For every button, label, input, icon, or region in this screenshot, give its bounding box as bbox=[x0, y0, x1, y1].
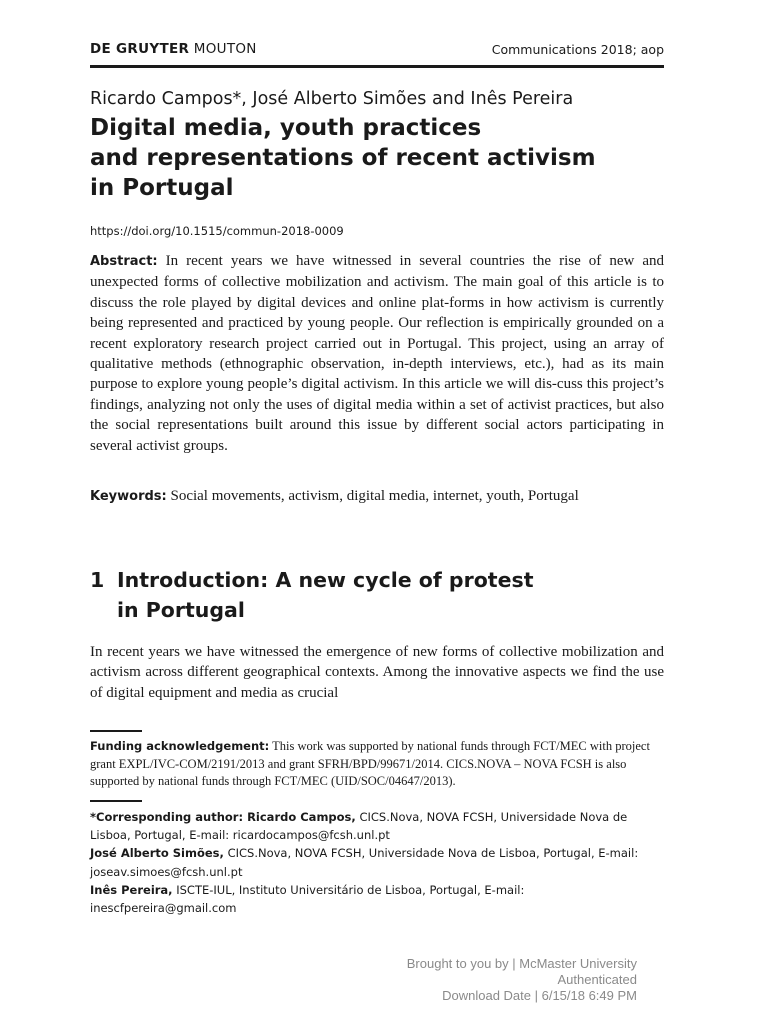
funding-text: This work was supported by national funds through FCT/MEC with project grant EXPL/IVC-COM/2191/2013 and grant SFRH/BPD/99671/2014. CICS.NOVA – NOVA FCSH is also supported by national funds through FCT/MEC (UID/SOC/04647/2013). bbox=[90, 739, 650, 788]
section-title-line2: in Portugal bbox=[117, 598, 245, 622]
correspondence-label: Inês Pereira, bbox=[90, 882, 173, 897]
keywords-text: Social movements, activism, digital media, internet, youth, Portugal bbox=[170, 488, 579, 504]
watermark-line: Authenticated bbox=[557, 972, 637, 987]
correspondence-text: ISCTE-IUL, Instituto Universitário de Lisboa, Portugal, E-mail: inescfpereira@gmail.com bbox=[90, 882, 525, 916]
article-title bbox=[90, 113, 664, 203]
correspondence-entry bbox=[90, 844, 664, 880]
doi-link[interactable]: https://doi.org/10.1515/commun-2018-0009 bbox=[90, 224, 344, 238]
publisher-brand-light: MOUTON bbox=[193, 41, 257, 57]
intro-paragraph: In recent years we have witnessed the emergence of new forms of collective mobilization and activism across different geographical contexts. Among the innovative aspects we find the use of digital equipment and media as crucial bbox=[90, 644, 664, 701]
funding-label: Funding acknowledgement: bbox=[90, 739, 270, 753]
correspondence-label: José Alberto Simões, bbox=[90, 846, 224, 861]
download-watermark bbox=[407, 956, 637, 1004]
title-line: Digital media, youth practices bbox=[90, 115, 482, 141]
title-line: and representations of recent activism bbox=[90, 145, 596, 171]
funding-note bbox=[90, 738, 664, 791]
journal-citation: Communications 2018; aop bbox=[491, 42, 664, 57]
correspondence-entry bbox=[90, 808, 664, 844]
footnote-rule bbox=[90, 800, 142, 802]
section-title-line1: Introduction: A new cycle of protest bbox=[117, 568, 534, 592]
title-line: in Portugal bbox=[90, 175, 234, 201]
section-heading bbox=[90, 565, 534, 625]
publisher-brand-bold: DE GRUYTER bbox=[90, 41, 190, 57]
correspondence-notes bbox=[90, 808, 664, 917]
authors-line: Ricardo Campos*, José Alberto Simões and Inês Pereira bbox=[90, 89, 574, 109]
keywords bbox=[90, 486, 690, 507]
abstract bbox=[90, 251, 664, 456]
keywords-label: Keywords: bbox=[90, 489, 167, 504]
watermark-line: Download Date | 6/15/18 6:49 PM bbox=[442, 988, 637, 1003]
publisher-brand bbox=[90, 41, 257, 57]
correspondence-entry bbox=[90, 881, 664, 917]
correspondence-text: CICS.Nova, NOVA FCSH, Universidade Nova de Lisboa, Portugal, E-mail: ricardocampos@fcsh.unl.pt bbox=[90, 810, 628, 843]
watermark-line: Brought to you by | McMaster University bbox=[406, 956, 637, 971]
header-rule bbox=[90, 65, 664, 68]
section-number: 1 bbox=[90, 568, 105, 592]
correspondence-text: CICS.Nova, NOVA FCSH, Universidade Nova de Lisboa, Portugal, E-mail: joseav.simoes@fcsh.unl.pt bbox=[90, 846, 639, 879]
abstract-label: Abstract: bbox=[90, 254, 158, 269]
footnote-rule bbox=[90, 730, 142, 732]
abstract-text: In recent years we have witnessed in several countries the rise of new and unexpected forms of collective mobilization and activism. The main goal of this article is to discuss the role played by digital devices and online plat-forms in how activism is currently being represented and practiced by young people. Our reflection is empirically grounded on a recent exploratory research project carried out in Portugal. This project, using an array of qualitative methods (ethnographic observation, in-depth interviews, etc.), had as its main purpose to explore young people’s digital activism. In this article we will dis-cuss this project’s findings, analyzing not only the uses of digital media within a set of activist practices, but also the social representations built around this issue by different social actors participating in several activist groups. bbox=[90, 253, 664, 454]
correspondence-label: *Corresponding author: Ricardo Campos, bbox=[90, 810, 356, 824]
